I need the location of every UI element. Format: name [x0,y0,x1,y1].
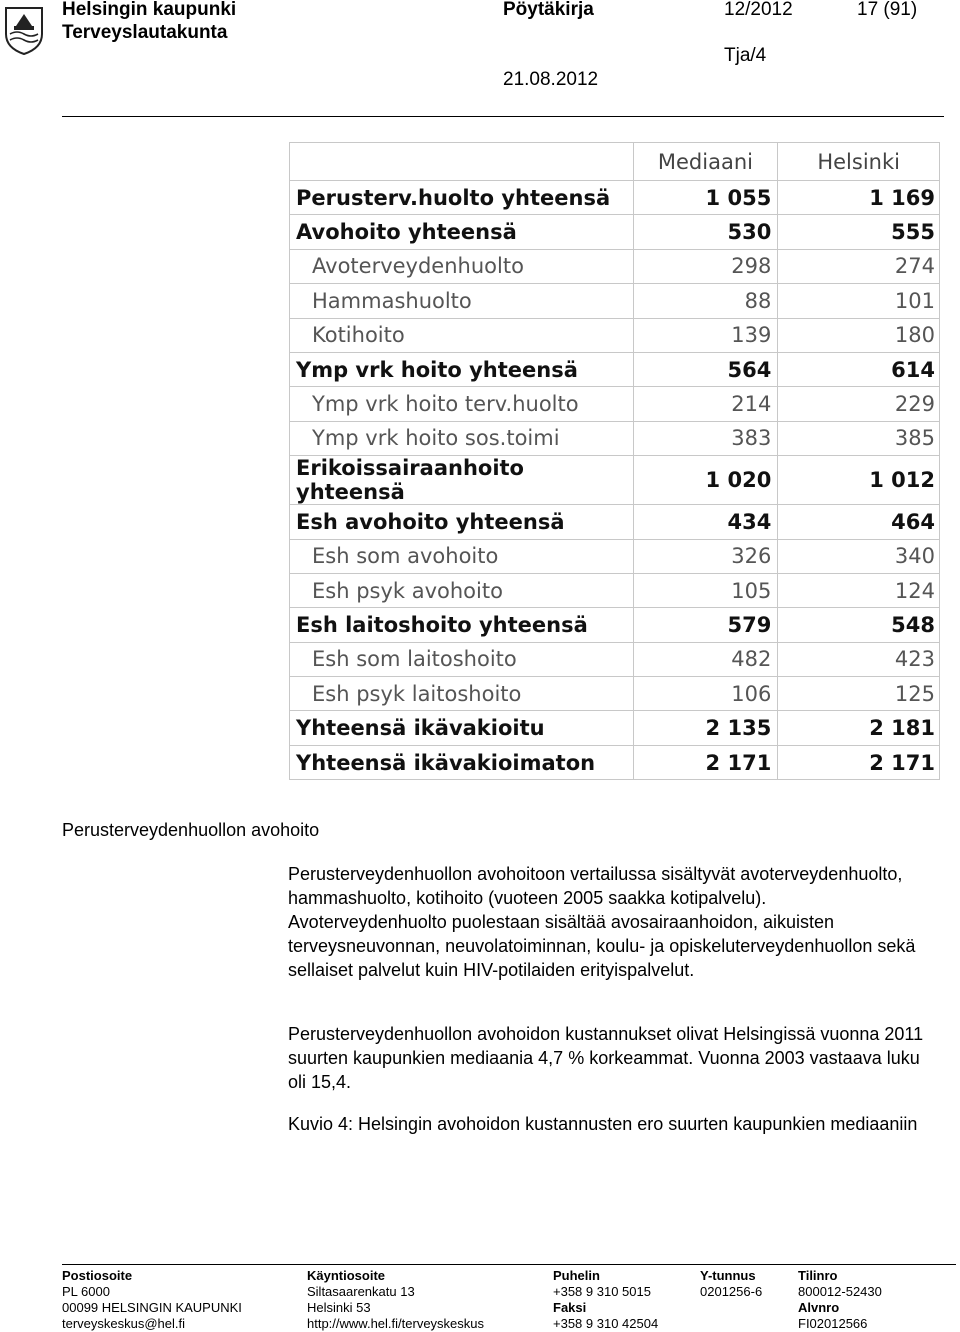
meeting-date: 21.08.2012 [503,69,599,90]
row-median-value: 106 [633,677,778,711]
footer-visit-line: Helsinki 53 [307,1300,371,1315]
page-number: 17 (91) [857,0,918,20]
row-helsinki-value: 101 [778,284,940,318]
table-row [290,456,940,505]
footer-business-id-title: Y-tunnus [700,1268,756,1283]
section-ref: Tja/4 [724,45,767,66]
row-median-value: 1 020 [633,456,778,505]
column-header-median: Mediaani [633,143,778,181]
row-helsinki-value: 229 [778,387,940,421]
row-helsinki-value: 180 [778,318,940,352]
row-median-value: 1 055 [633,181,778,215]
row-helsinki-value: 124 [778,573,940,607]
row-label: Ymp vrk hoito sos.toimi [290,421,634,455]
footer-visit-line: Siltasaarenkatu 13 [307,1284,415,1299]
row-helsinki-value: 555 [778,215,940,249]
footer-business-id [700,1268,762,1300]
row-label: Esh avohoito yhteensä [290,505,634,539]
footer-postal-line: PL 6000 [62,1284,110,1299]
table-row [290,677,940,711]
footer-postal [62,1268,242,1332]
footer-business-id-value: 0201256-6 [700,1284,763,1299]
table-row [290,181,940,215]
header-empty-cell [290,143,634,181]
row-label: Esh laitoshoito yhteensä [290,608,634,642]
row-helsinki-value: 1 012 [778,456,940,505]
table-row [290,711,940,745]
paragraph-1: Perusterveydenhuollon avohoitoon vertailussa sisältyvät avoterveydenhuolto, hammashuolto, kotihoito (vuoteen 2005 saakka kotipalvelu). Avoterveydenhuolto puolestaan sisältää avosairaanhoidon, aikuisten terveysneuvonnan, neuvolatoiminnan, koulu- ja opiskeluterveydenhuollon sekä sellaiset palvelut kuin HIV-potilaiden erityispalvelut. [288,864,916,980]
row-label: Avohoito yhteensä [290,215,634,249]
row-median-value: 2 171 [633,745,778,779]
row-helsinki-value: 274 [778,249,940,283]
row-median-value: 105 [633,573,778,607]
board-name: Terveyslautakunta [62,22,228,43]
row-median-value: 579 [633,608,778,642]
table-row [290,539,940,573]
footer-account-title: Tilinro [798,1268,838,1283]
row-label: Esh psyk laitoshoito [290,677,634,711]
footer-vat-number: FI02012566 [798,1316,868,1331]
table-row [290,608,940,642]
row-median-value: 88 [633,284,778,318]
table-row [290,421,940,455]
table-row [290,318,940,352]
row-helsinki-value: 2 171 [778,745,940,779]
table-row [290,352,940,386]
figure-caption: Kuvio 4: Helsingin avohoidon kustannusten ero suurten kaupunkien mediaaniin [288,1114,918,1134]
footer-visit [307,1268,484,1332]
table-row [290,505,940,539]
footer-fax-title: Faksi [553,1300,587,1315]
table-row [290,573,940,607]
city-crest-icon [2,4,46,56]
cost-comparison-table [289,142,940,780]
row-label: Perusterv.huolto yhteensä [290,181,634,215]
row-label: Yhteensä ikävakioitu [290,711,634,745]
footer-account [798,1268,882,1332]
footer-phone [553,1268,658,1332]
section-heading: Perusterveydenhuollon avohoito [62,820,320,840]
table-row [290,249,940,283]
footer-email[interactable]: terveyskeskus@hel.fi [62,1316,186,1331]
row-median-value: 214 [633,387,778,421]
footer-postal-title: Postiosoite [62,1268,133,1283]
row-helsinki-value: 2 181 [778,711,940,745]
row-helsinki-value: 464 [778,505,940,539]
row-median-value: 434 [633,505,778,539]
column-header-helsinki: Helsinki [778,143,940,181]
row-median-value: 482 [633,642,778,676]
row-label: Avoterveydenhuolto [290,249,634,283]
row-helsinki-value: 1 169 [778,181,940,215]
row-median-value: 298 [633,249,778,283]
row-label: Yhteensä ikävakioimaton [290,745,634,779]
row-median-value: 564 [633,352,778,386]
footer-phone-title: Puhelin [553,1268,600,1283]
footer-phone-number: +358 9 310 5015 [553,1284,651,1299]
row-helsinki-value: 125 [778,677,940,711]
row-label: Esh psyk avohoito [290,573,634,607]
footer-website-link[interactable]: http://www.hel.fi/terveyskeskus [307,1316,485,1331]
row-median-value: 383 [633,421,778,455]
row-label: Esh som laitoshoito [290,642,634,676]
row-helsinki-value: 423 [778,642,940,676]
row-helsinki-value: 385 [778,421,940,455]
row-label: Erikoissairaanhoito yhteensä [290,456,634,505]
paragraph-2: Perusterveydenhuollon avohoidon kustannukset olivat Helsingissä vuonna 2011 suurten kaupunkien mediaania 4,7 % korkeammat. Vuonna 2003 vastaava luku oli 15,4. [288,1024,924,1092]
table-row [290,284,940,318]
footer-rule [62,1264,956,1265]
footer-vat-title: Alvnro [798,1300,840,1315]
row-median-value: 2 135 [633,711,778,745]
row-helsinki-value: 340 [778,539,940,573]
footer-account-number: 800012-52430 [798,1284,882,1299]
row-median-value: 326 [633,539,778,573]
org-name: Helsingin kaupunki [62,0,237,20]
doc-type: Pöytäkirja [503,0,594,20]
doc-number: 12/2012 [724,0,793,20]
row-label: Hammashuolto [290,284,634,318]
table-row [290,387,940,421]
row-median-value: 139 [633,318,778,352]
row-label: Ymp vrk hoito terv.huolto [290,387,634,421]
footer-fax-number: +358 9 310 42504 [553,1316,659,1331]
table-row [290,215,940,249]
row-helsinki-value: 548 [778,608,940,642]
table-row [290,642,940,676]
footer-visit-title: Käyntiosoite [307,1268,386,1283]
row-label: Esh som avohoito [290,539,634,573]
row-label: Ymp vrk hoito yhteensä [290,352,634,386]
footer-postal-line: 00099 HELSINGIN KAUPUNKI [62,1300,242,1315]
row-helsinki-value: 614 [778,352,940,386]
row-label: Kotihoito [290,318,634,352]
table-row [290,745,940,779]
row-median-value: 530 [633,215,778,249]
header-rule [62,116,944,117]
